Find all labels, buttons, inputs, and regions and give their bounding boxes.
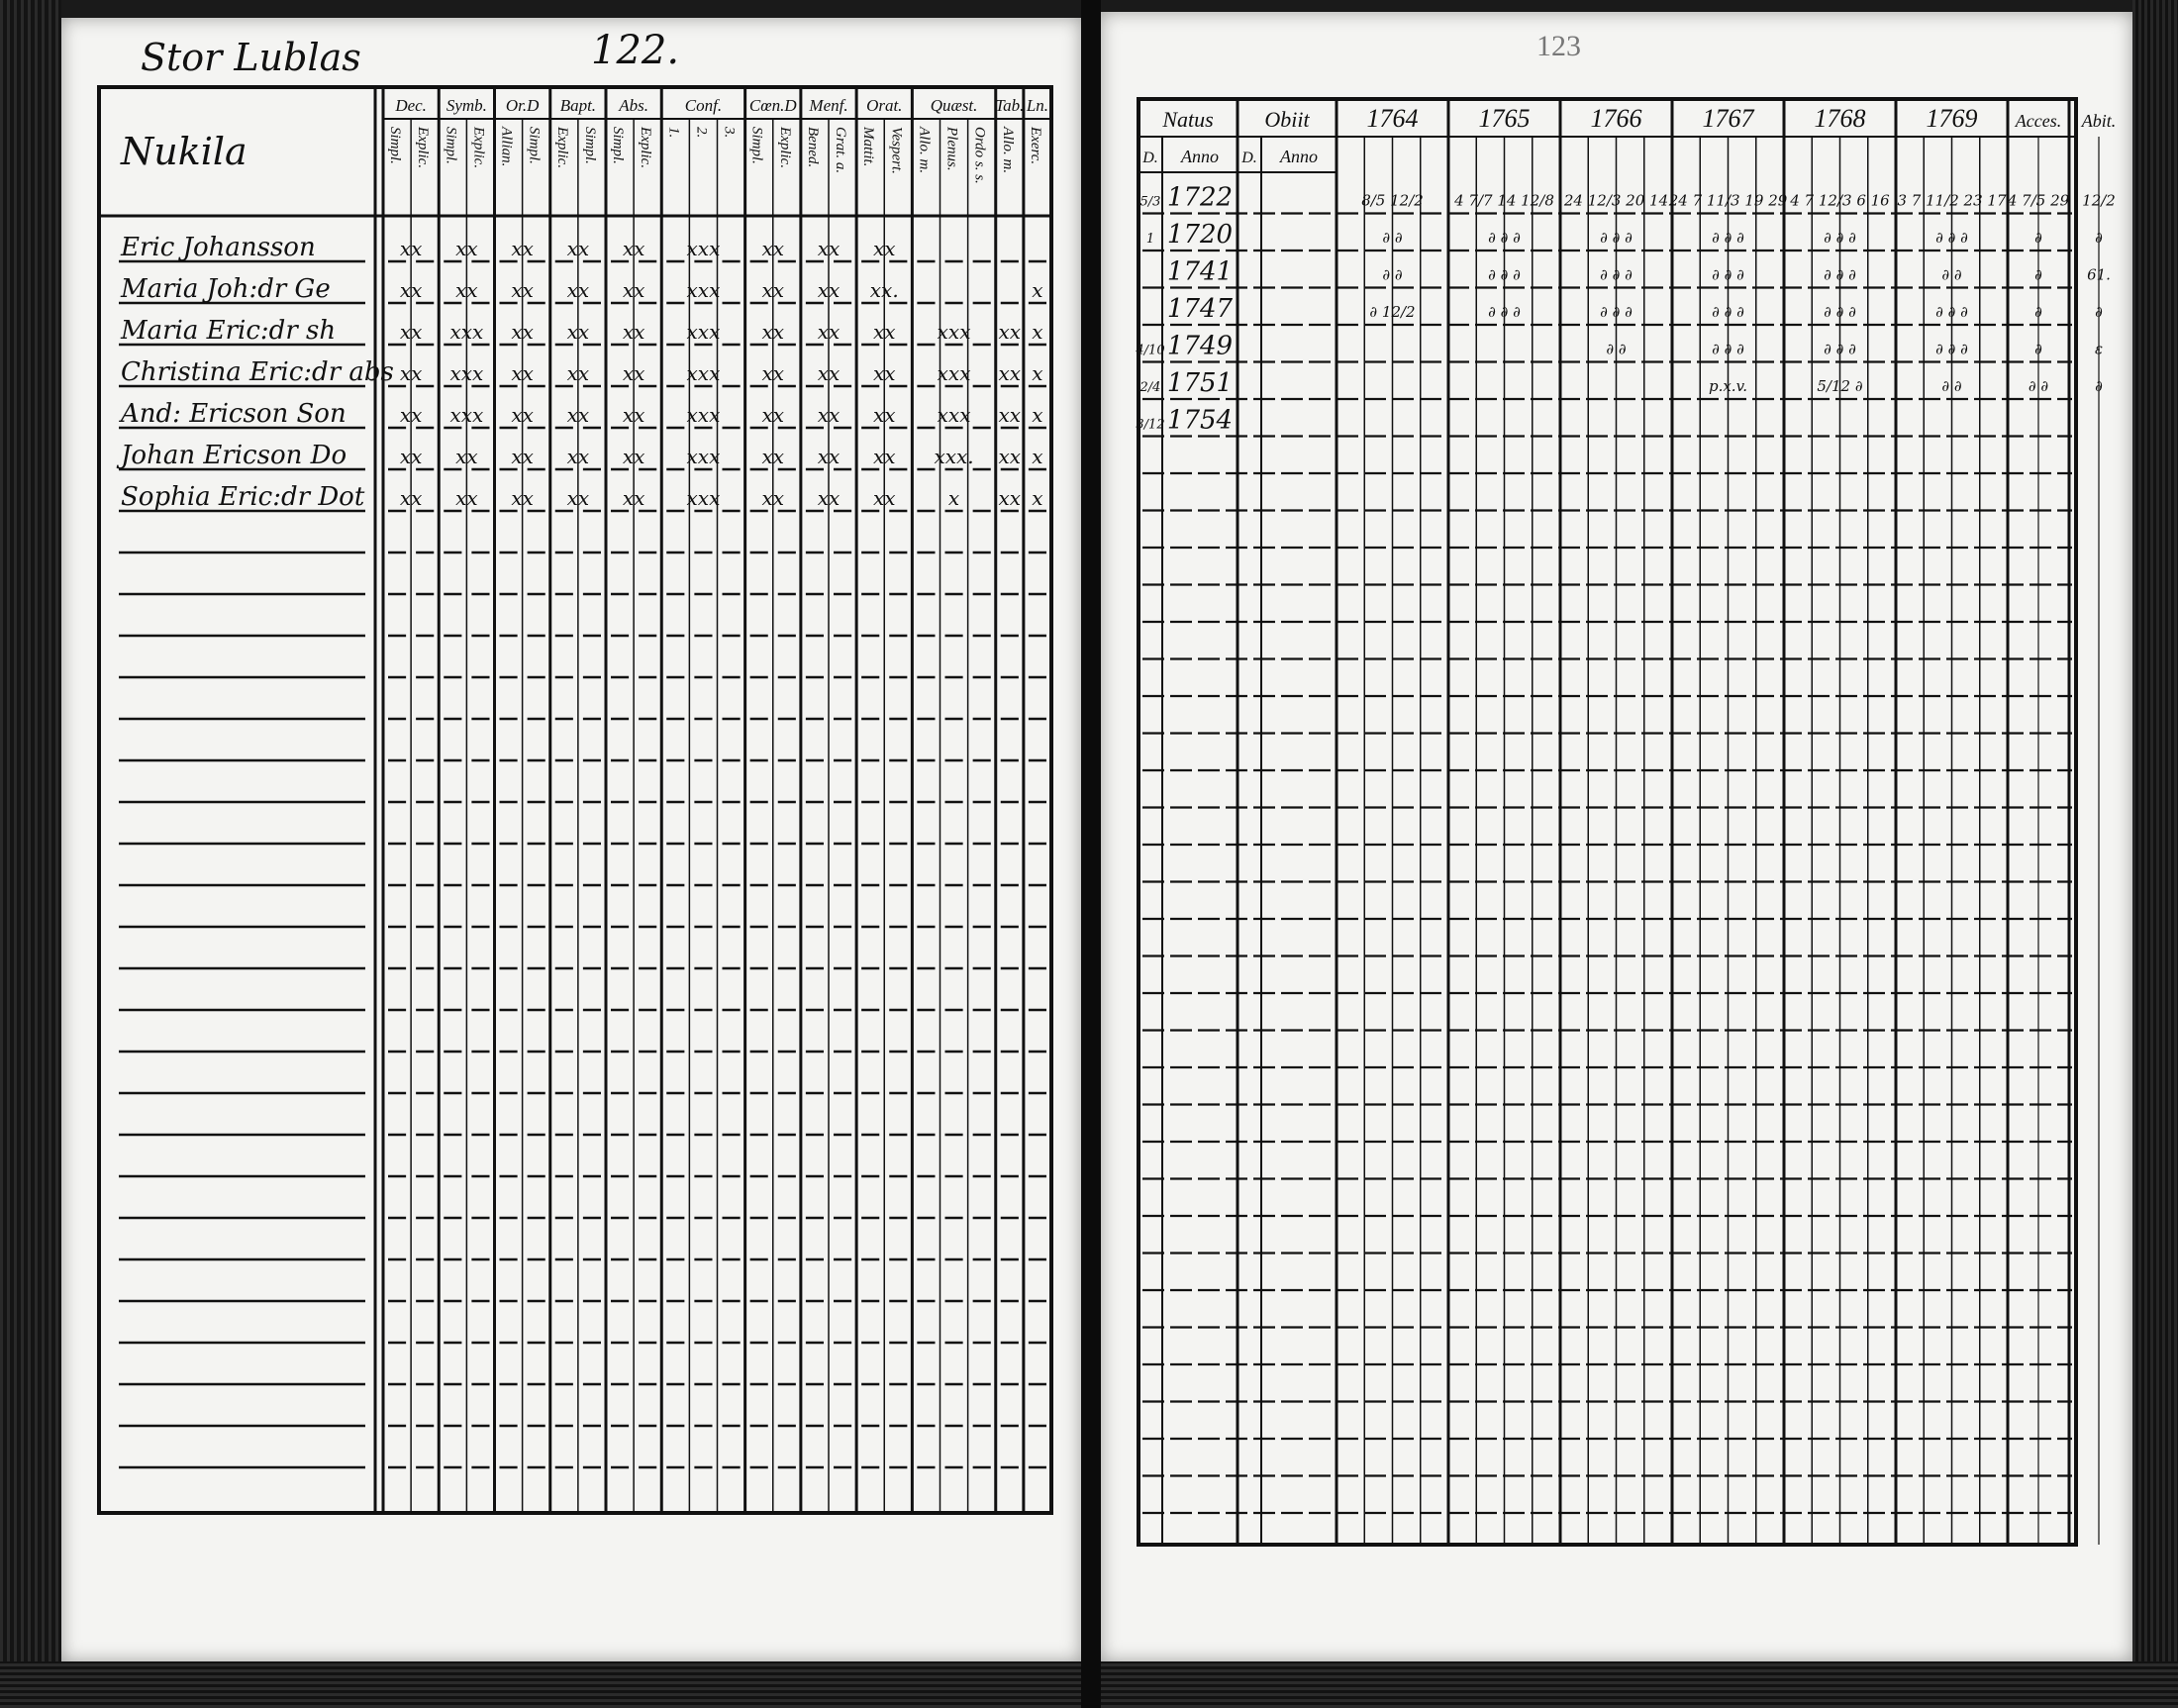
year-cell: ∂ ∂ ∂ (1488, 265, 1521, 284)
abit-cell: 61. (2087, 265, 2111, 284)
acces-cell: ∂ (2034, 340, 2042, 358)
examination-mark: x (1032, 445, 1043, 468)
examination-mark: xx (998, 320, 1022, 344)
year-cell: ∂ ∂ ∂ (1600, 303, 1633, 321)
examination-mark: xx (998, 445, 1022, 468)
examination-mark: xxx (449, 320, 484, 344)
examination-mark: xx (872, 320, 896, 344)
examination-mark: xx (399, 237, 423, 260)
examination-mark: xx (399, 486, 423, 510)
year-cell: ∂ ∂ ∂ (1600, 229, 1633, 247)
year-cell: ∂ ∂ (1941, 377, 1962, 395)
abit-cell: ε (2094, 340, 2104, 358)
acces-header: Acces. (2015, 111, 2062, 131)
examination-mark: xx (622, 320, 645, 344)
acces-cell: 4 7/5 29 (2007, 191, 2070, 210)
year-cell: ∂ ∂ ∂ (1824, 303, 1856, 321)
year-cell: ∂ ∂ (1382, 265, 1403, 284)
examination-mark: xx. (869, 278, 899, 302)
column-subheader: Simpl. (443, 127, 459, 164)
year-header: 1768 (1814, 104, 1866, 133)
column-subheader: Vespert. (888, 127, 905, 174)
examination-mark: xx (872, 403, 896, 427)
examination-mark: xx (566, 403, 590, 427)
year-cell: ∂ ∂ ∂ (1488, 229, 1521, 247)
examination-mark: xx (761, 237, 785, 260)
acces-cell: ∂ (2034, 229, 2042, 247)
column-group-header: Tab. (995, 96, 1025, 115)
member-name: Christina Eric:dr abs (121, 357, 394, 387)
year-cell: ∂ ∂ ∂ (1712, 340, 1744, 358)
examination-mark: xx (399, 320, 423, 344)
birth-day: 3/12 (1136, 417, 1165, 433)
year-header: 1764 (1366, 104, 1419, 133)
birth-year: 1741 (1166, 256, 1234, 287)
year-cell: ∂ ∂ ∂ (1712, 265, 1744, 284)
column-subheader: Simpl. (581, 127, 598, 164)
abit-cell: ∂ (2095, 377, 2103, 395)
year-cell: ∂ ∂ (1382, 229, 1403, 247)
member-name: And: Ericson Son (121, 399, 346, 429)
column-subheader: Ordo s. s. (971, 127, 988, 184)
column-group-header: Quæst. (930, 96, 978, 115)
year-cell: ∂ ∂ ∂ (1488, 303, 1521, 321)
year-cell: ∂ ∂ ∂ (1824, 265, 1856, 284)
examination-mark: xx (622, 278, 645, 302)
column-subheader: Bened. (804, 127, 821, 168)
left-page (61, 18, 1081, 1661)
examination-mark: xx (817, 278, 841, 302)
column-group-header: Ln. (1026, 96, 1049, 115)
anno-header: Anno (1280, 147, 1318, 166)
year-cell: ∂ ∂ ∂ (1824, 340, 1856, 358)
right-page (1101, 12, 2132, 1661)
column-subheader: Simpl. (526, 127, 543, 164)
column-subheader: Allo. m. (916, 127, 933, 174)
year-cell: ∂ ∂ ∂ (1824, 229, 1856, 247)
examination-mark: xx (998, 361, 1022, 385)
column-group-header: Orat. (866, 96, 903, 115)
examination-mark: xx (399, 445, 423, 468)
abit-cell: ∂ (2095, 229, 2103, 247)
abit-cell: 12/2 (2082, 191, 2116, 210)
examination-mark: x (1032, 486, 1043, 510)
examination-mark: x (1032, 320, 1043, 344)
examination-mark: xxx (686, 403, 721, 427)
examination-mark: xx (817, 237, 841, 260)
column-subheader: Explic. (470, 127, 487, 169)
column-subheader: 3. (721, 127, 738, 139)
column-subheader: Allian. (498, 127, 515, 167)
birth-year: 1754 (1166, 405, 1234, 436)
year-cell: ∂ ∂ ∂ (1712, 303, 1744, 321)
year-cell: p.x.v. (1708, 377, 1748, 395)
member-name: Eric Johansson (121, 233, 316, 262)
member-name: Johan Ericson Do (121, 441, 347, 470)
column-subheader: 1. (665, 127, 682, 139)
page-number: 122. (591, 28, 680, 73)
acces-cell: ∂ (2034, 265, 2042, 284)
examination-mark: xxx (686, 237, 721, 260)
birth-day: 5/3 (1139, 194, 1161, 210)
examination-mark: xxx (686, 278, 721, 302)
right-register-table (1101, 12, 2132, 1661)
examination-mark: xx (817, 320, 841, 344)
book-spine (1081, 0, 1101, 1708)
year-header: 1766 (1590, 104, 1642, 133)
column-subheader: Explic. (776, 127, 793, 169)
year-cell: 3 7 11/2 23 17 (1897, 191, 2007, 210)
column-subheader: Plenus. (943, 127, 960, 171)
column-subheader: Explic. (553, 127, 570, 169)
examination-mark: xx (511, 361, 534, 385)
column-subheader: Mattit. (860, 127, 877, 167)
birth-day: 1 (1145, 232, 1155, 247)
year-cell: 5/12 ∂ (1817, 377, 1863, 395)
examination-mark: xxx (686, 445, 721, 468)
abit-cell: ∂ (2095, 303, 2103, 321)
column-group-header: Abs. (619, 96, 648, 115)
year-header: 1765 (1478, 104, 1531, 133)
examination-mark: xx (817, 361, 841, 385)
examination-mark: xx (455, 486, 478, 510)
examination-mark: xx (761, 278, 785, 302)
examination-mark: xx (399, 278, 423, 302)
column-group-header: Cœn.D (748, 96, 797, 115)
household-name: Nukila (121, 130, 248, 173)
birth-day: 4/10 (1136, 343, 1165, 358)
examination-mark: xx (511, 403, 534, 427)
obiit-header: Obiit (1264, 107, 1310, 132)
column-subheader: Grat. a. (833, 127, 849, 174)
examination-mark: xx (622, 445, 645, 468)
examination-mark: xx (872, 486, 896, 510)
year-cell: ∂ ∂ (1606, 340, 1627, 358)
acces-cell: ∂ ∂ (2028, 377, 2049, 395)
examination-mark: xx (622, 361, 645, 385)
column-group-header: Or.D (505, 96, 540, 115)
year-cell: 8/5 12/2 (1361, 191, 1424, 210)
page-number-right: 123 (1536, 30, 1581, 62)
book-edge-left (0, 0, 61, 1708)
examination-mark: x (947, 486, 960, 510)
examination-mark: xx (566, 486, 590, 510)
examination-mark: xxx (686, 320, 721, 344)
anno-header: Anno (1181, 147, 1219, 166)
examination-mark: x (1032, 278, 1043, 302)
examination-mark: x (1032, 361, 1043, 385)
column-subheader: Exerc. (1027, 127, 1043, 165)
examination-mark: xxx (686, 486, 721, 510)
examination-mark: xx (622, 237, 645, 260)
year-cell: ∂ ∂ ∂ (1600, 265, 1633, 284)
examination-mark: xx (998, 403, 1022, 427)
column-group-header: Symb. (446, 96, 487, 115)
examination-mark: xx (566, 320, 590, 344)
year-cell: ∂ ∂ ∂ (1712, 229, 1744, 247)
year-cell: 24 12/3 20 14 (1563, 191, 1669, 210)
examination-mark: xx (998, 486, 1022, 510)
examination-mark: xx (566, 361, 590, 385)
abit-header: Abit. (2081, 111, 2117, 131)
examination-mark: xxx (686, 361, 721, 385)
day-header: D. (1241, 150, 1257, 166)
year-cell: 4 7/7 14 12/8 (1454, 191, 1554, 210)
examination-mark: xx (399, 403, 423, 427)
birth-year: 1751 (1166, 368, 1234, 398)
year-cell: ∂ ∂ ∂ (1935, 303, 1968, 321)
column-subheader: Simpl. (387, 127, 404, 164)
column-group-header: Dec. (395, 96, 427, 115)
year-cell: ∂ ∂ (1941, 265, 1962, 284)
examination-mark: xx (622, 486, 645, 510)
examination-mark: xx (399, 361, 423, 385)
examination-mark: xxx (937, 361, 971, 385)
member-name: Maria Joh:dr Ge (121, 274, 331, 304)
examination-mark: xxx (937, 320, 971, 344)
birth-year: 1720 (1166, 220, 1234, 250)
examination-mark: xx (817, 486, 841, 510)
examination-mark: xx (566, 445, 590, 468)
year-header: 1769 (1926, 104, 1978, 133)
examination-mark: xx (872, 237, 896, 260)
examination-mark: xx (511, 278, 534, 302)
examination-mark: xx (761, 361, 785, 385)
examination-mark: xx (872, 445, 896, 468)
birth-day: 2/4 (1139, 380, 1161, 395)
examination-mark: xxx (449, 361, 484, 385)
column-group-header: Conf. (684, 96, 723, 115)
column-subheader: Simpl. (748, 127, 765, 164)
examination-mark: xx (566, 237, 590, 260)
year-header: 1767 (1702, 104, 1754, 133)
column-group-header: Menf. (809, 96, 848, 115)
column-subheader: Explic. (415, 127, 432, 169)
examination-mark: xx (872, 361, 896, 385)
examination-mark: xxx (449, 403, 484, 427)
examination-mark: xx (566, 278, 590, 302)
birth-year: 1749 (1166, 331, 1234, 361)
year-cell: ∂ 12/2 (1369, 303, 1416, 321)
examination-mark: xx (455, 445, 478, 468)
left-register-table (61, 18, 1081, 1661)
examination-mark: xx (511, 237, 534, 260)
acces-cell: ∂ (2034, 303, 2042, 321)
column-subheader: Simpl. (610, 127, 627, 164)
examination-mark: xxx (937, 403, 971, 427)
birth-year: 1747 (1166, 294, 1234, 324)
column-subheader: Allo. m. (999, 127, 1016, 174)
examination-mark: xx (761, 486, 785, 510)
examination-mark: xx (455, 237, 478, 260)
examination-mark: xx (817, 445, 841, 468)
examination-mark: xx (761, 403, 785, 427)
natus-header: Natus (1162, 107, 1214, 132)
page-title: Stor Lublas (141, 36, 361, 79)
column-group-header: Bapt. (559, 96, 597, 115)
examination-mark: xx (511, 445, 534, 468)
year-cell: ∂ ∂ ∂ (1935, 229, 1968, 247)
day-header: D. (1142, 150, 1158, 166)
book-edge-right (2132, 0, 2178, 1708)
examination-mark: xx (511, 486, 534, 510)
birth-year: 1722 (1166, 182, 1234, 213)
examination-mark: xx (455, 278, 478, 302)
examination-mark: x (1032, 403, 1043, 427)
year-cell: 4 7 12/3 6 16 (1790, 191, 1890, 210)
year-cell: 24 7 11/3 19 29 (1668, 191, 1788, 210)
member-name: Sophia Eric:dr Dot (121, 482, 365, 512)
year-cell: ∂ ∂ ∂ (1935, 340, 1968, 358)
examination-mark: xxx. (934, 445, 974, 468)
column-subheader: Explic. (638, 127, 654, 169)
examination-mark: xx (761, 445, 785, 468)
member-name: Maria Eric:dr sh (121, 316, 337, 346)
examination-mark: xx (622, 403, 645, 427)
examination-mark: xx (761, 320, 785, 344)
examination-mark: xx (817, 403, 841, 427)
examination-mark: xx (511, 320, 534, 344)
column-subheader: 2. (693, 127, 710, 139)
